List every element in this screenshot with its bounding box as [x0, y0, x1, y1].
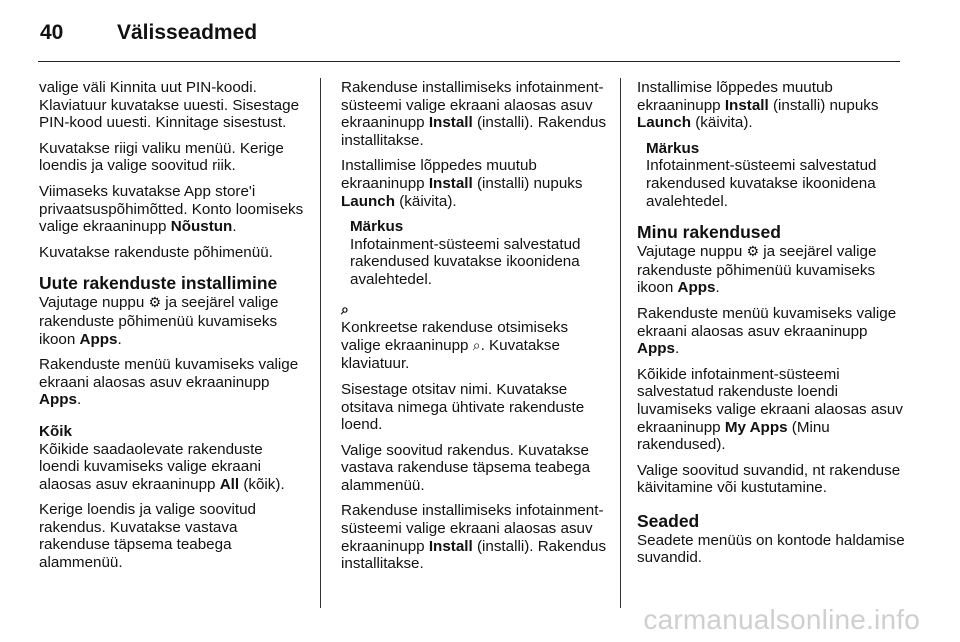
- note-box: [350, 218, 609, 288]
- button-label: Apps: [677, 279, 716, 297]
- note-text: Infotainment-süsteemi salvestatud rakendused kuvatakse ikoonidena avalehtedel.: [646, 157, 877, 210]
- paragraph: Kõikide infotainment-süsteemi salvestatud rakenduste loendi luvamiseks valige ekraani alaosas asuv ekraaninupp My Apps (Minu rakendused).: [637, 365, 903, 454]
- column-1: [39, 79, 307, 580]
- button-label: All: [219, 475, 240, 493]
- button-label: Install: [428, 174, 473, 192]
- button-label: Install: [428, 537, 473, 555]
- paragraph: Rakenduste menüü kuvamiseks valige ekraani alaosas asuv ekraaninupp Apps.: [637, 304, 897, 358]
- button-label: Nõustun: [170, 218, 233, 236]
- paragraph: valige väli Kinnita uut PIN-koodi. Klaviatuur kuvatakse uuesti. Sisestage PIN-kood uuesti. Kinnitage sisestust.: [39, 79, 300, 132]
- paragraph: Rakenduse installimiseks infotainment-süsteemi valige ekraani alaosas asuv ekraaninupp Install (installi). Rakendus installitakse.: [341, 79, 607, 149]
- chapter-title: Välisseadmed: [117, 21, 258, 44]
- column-3: [637, 79, 905, 575]
- button-label: Apps: [79, 330, 118, 348]
- button-label: Apps: [637, 340, 675, 358]
- paragraph: Installimise lõppedes muutub ekraaninupp Install (installi) nupuks Launch (käivita).: [637, 79, 879, 132]
- paragraph: Vajutage nuppu ⚙ ja seejärel valige rakenduste põhimenüü kuvamiseks ikoon Apps.: [39, 294, 279, 348]
- button-label: Install: [428, 114, 473, 132]
- search-icon: ⌕: [341, 301, 349, 318]
- paragraph: Kerige loendis ja valige soovitud rakendus. Kuvatakse vastava rakenduse täpsema teabega alammenüü.: [39, 501, 256, 572]
- paragraph: Kuvatakse riigi valiku menüü. Kerige loendis ja valige soovitud riik.: [39, 139, 284, 175]
- column-2: [341, 79, 609, 581]
- button-label: My Apps: [724, 418, 788, 436]
- section-heading: Seaded: [637, 510, 700, 531]
- note-heading: Märkus: [350, 218, 404, 236]
- note-box: [646, 140, 905, 210]
- paragraph: Konkreetse rakenduse otsimiseks valige ekraaninupp ⌕. Kuvatakse klaviatuur.: [341, 319, 569, 373]
- note-heading: Märkus: [646, 139, 700, 157]
- column-divider: [620, 78, 621, 608]
- paragraph: Installimise lõppedes muutub ekraaninupp Install (installi) nupuks Launch (käivita).: [341, 157, 583, 210]
- watermark: carmanualsonline.info: [643, 604, 920, 635]
- subsection-heading: [341, 301, 609, 320]
- paragraph: Kuvatakse rakenduste põhimenüü.: [39, 243, 273, 261]
- paragraph: Valige soovitud rakendus. Kuvatakse vastava rakenduse täpsema teabega alammenüü.: [341, 441, 591, 494]
- button-label: Install: [724, 96, 769, 114]
- paragraph: Viimaseks kuvatakse App store'i privaatsuspõhimõtted. Konto loomiseks valige ekraaninupp Nõustun.: [39, 182, 304, 236]
- button-label: Launch: [637, 114, 692, 132]
- paragraph: Rakenduste menüü kuvamiseks valige ekraani alaosas asuv ekraaninupp Apps.: [39, 356, 299, 409]
- paragraph: Rakenduse installimiseks infotainment-süsteemi valige ekraani alaosas asuv ekraaninupp Install (installi). Rakendus installitakse.: [341, 502, 607, 573]
- column-divider: [320, 78, 321, 608]
- section-heading: Uute rakenduste installimine: [39, 273, 278, 294]
- paragraph: Kõikide saadaolevate rakenduste loendi kuvamiseks valige ekraani alaosas asuv ekraaninupp All (kõik).: [39, 440, 285, 493]
- paragraph: Vajutage nuppu ⚙ ja seejärel valige rakenduste põhimenüü kuvamiseks ikoon Apps.: [637, 243, 877, 297]
- button-label: Launch: [341, 192, 396, 210]
- section-heading: Minu rakendused: [637, 222, 781, 243]
- paragraph: Seadete menüüs on kontode haldamise suvandid.: [637, 531, 905, 567]
- page-number: 40: [40, 21, 64, 44]
- button-label: Apps: [39, 391, 77, 409]
- paragraph: Valige soovitud suvandid, nt rakenduse käivitamine või kustutamine.: [637, 461, 901, 497]
- paragraph: Sisestage otsitav nimi. Kuvatakse otsitava nimega ühtivate rakenduste loend.: [341, 380, 585, 434]
- header-rule: [38, 61, 900, 62]
- settings-icon: ⚙: [148, 295, 162, 312]
- subsection-heading: Kõik: [39, 422, 72, 440]
- note-text: Infotainment-süsteemi salvestatud rakendused kuvatakse ikoonidena avalehtedel.: [350, 235, 581, 288]
- settings-icon: ⚙: [746, 244, 760, 261]
- search-icon: ⌕: [472, 337, 481, 354]
